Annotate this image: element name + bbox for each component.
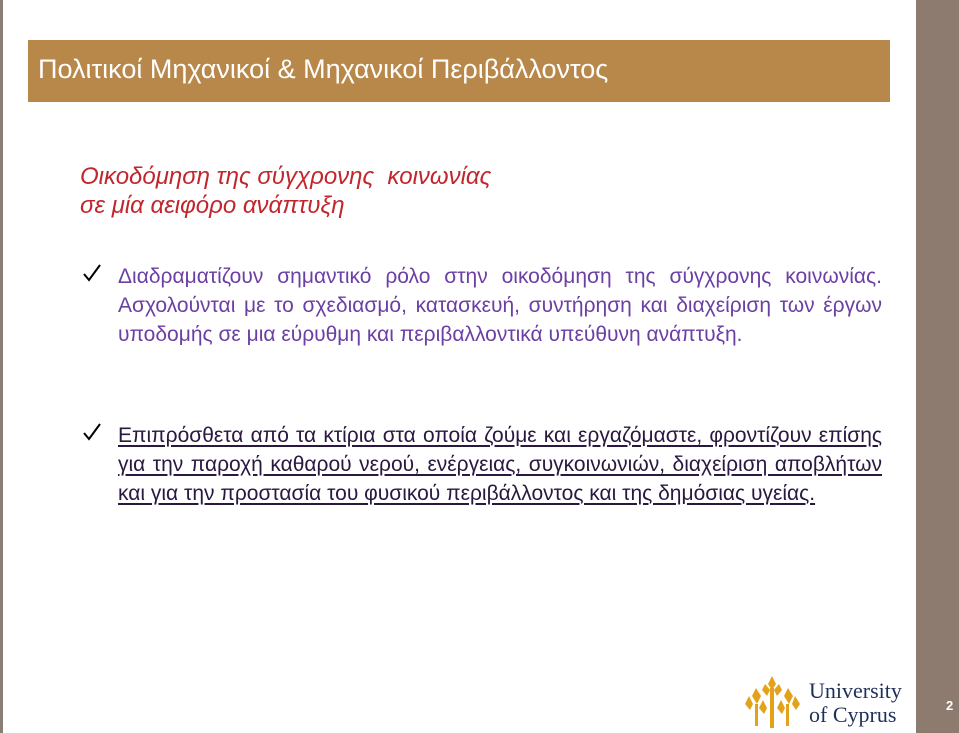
bullet-text-2: Επιπρόσθετα από τα κτίρια στα οποία ζούμε και εργαζόμαστε, φροντίζουν επίσης για την παροχή καθαρού νερού, ενέργειας, συγκοινωνιών, διαχείριση αποβλήτων και για την προστασία του φυσικού περιβάλλοντος και της δημόσιας υγείας. <box>118 424 882 505</box>
bullet-text-1: Διαδραματίζουν σημαντικό ρόλο στην οικοδόμηση της σύγχρονης κοινωνίας. Ασχολούνται με το σχεδιασμό, κατασκευή, συντήρηση και διαχείριση των έργων υποδομής σε μια εύρυθμη και περιβαλλοντικά υπεύθυνη ανάπτυξη. <box>118 265 882 346</box>
checkmark-icon <box>82 262 102 284</box>
logo-text-line-1: University <box>809 678 902 703</box>
subtitle-line-1: Οικοδόμηση της σύγχρονης κοινωνίας <box>80 163 492 190</box>
right-side-strip <box>916 0 959 733</box>
subtitle-line-2: σε μία αειφόρο ανάπτυξη <box>80 192 345 219</box>
logo-text-line-2: of Cyprus <box>809 702 897 727</box>
university-of-cyprus-logo-icon <box>743 674 803 728</box>
checkmark-icon <box>82 421 102 443</box>
left-border <box>0 0 3 733</box>
slide-title: Πολιτικοί Μηχανικοί & Μηχανικοί Περιβάλλοντος <box>38 54 609 84</box>
title-bar <box>28 40 890 102</box>
slide-subtitle <box>80 162 680 220</box>
page-number: 2 <box>946 698 954 713</box>
university-logo <box>743 674 913 730</box>
